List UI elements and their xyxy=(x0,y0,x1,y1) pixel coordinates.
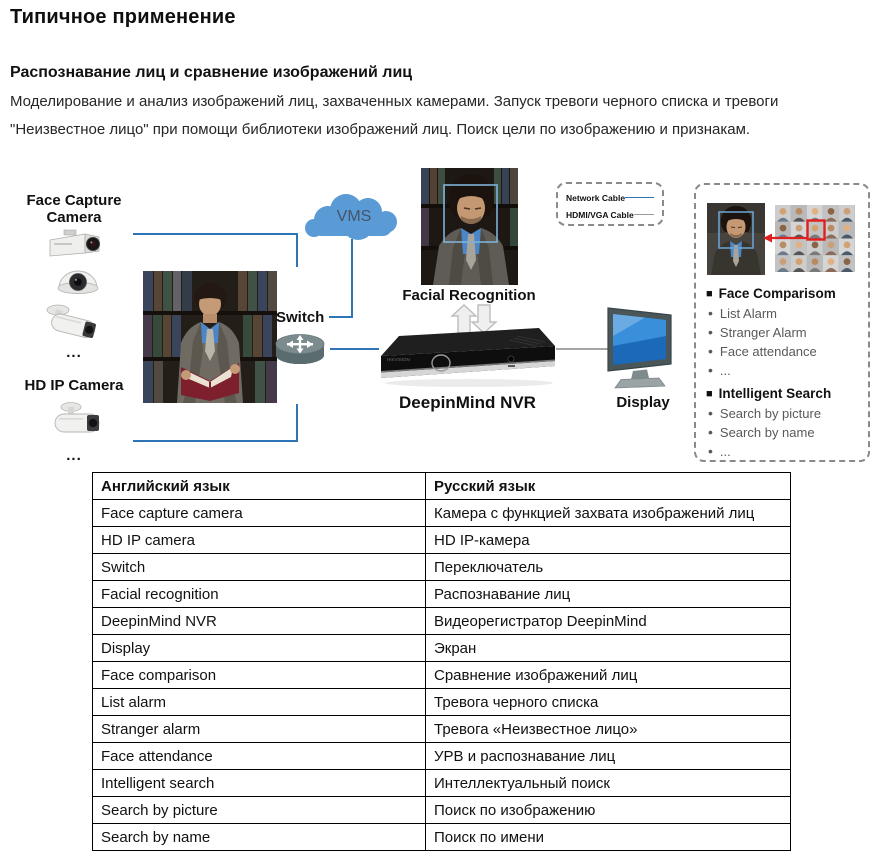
cell-english: Face comparison xyxy=(93,662,426,689)
cell-russian: Видеорегистратор DeepinMind xyxy=(426,608,791,635)
bullet-icon: • xyxy=(708,324,713,340)
panel-list-item xyxy=(706,361,858,380)
cell-english: Stranger alarm xyxy=(93,716,426,743)
match-arrow-icon xyxy=(763,232,808,244)
panel-list-item-text: List Alarm xyxy=(719,306,777,321)
panel-list-item xyxy=(706,442,858,461)
switch-label: Switch xyxy=(276,309,325,326)
switch-icon xyxy=(274,331,326,367)
panel-list-item-text: Face attendance xyxy=(719,344,817,359)
panel-list-item xyxy=(706,404,858,423)
table-row xyxy=(93,500,791,527)
bullet-icon: • xyxy=(708,305,713,321)
network-line-top xyxy=(133,233,298,235)
display-label: Display xyxy=(616,394,670,411)
cell-russian: Экран xyxy=(426,635,791,662)
panel-list-item-text: Search by picture xyxy=(719,406,822,421)
cell-russian: Тревога «Неизвестное лицо» xyxy=(426,716,791,743)
network-cable-line xyxy=(625,197,654,199)
cell-english: Search by name xyxy=(93,824,426,851)
table-row xyxy=(93,581,791,608)
bullet-icon: • xyxy=(708,424,713,440)
cell-russian: HD IP-камера xyxy=(426,527,791,554)
translation-table xyxy=(92,472,791,851)
feature-list xyxy=(706,284,858,461)
network-line-bottom xyxy=(133,440,298,442)
cell-russian: Интеллектуальный поиск xyxy=(426,770,791,797)
hdmi-vga-cable-label: HDMI/VGA Cable xyxy=(566,209,634,220)
face-capture-camera-label-line1: Face Capture xyxy=(26,192,122,209)
panel-list-item-text: Stranger Alarm xyxy=(719,325,807,340)
cell-russian: Сравнение изображений лиц xyxy=(426,662,791,689)
face-capture-camera-label xyxy=(18,192,130,226)
cell-english: DeepinMind NVR xyxy=(93,608,426,635)
table-row xyxy=(93,608,791,635)
display-icon xyxy=(605,306,681,390)
cell-english: Switch xyxy=(93,554,426,581)
square-bullet-icon: ■ xyxy=(706,388,713,400)
cell-english: Facial recognition xyxy=(93,581,426,608)
table-row xyxy=(93,527,791,554)
cell-english: Search by picture xyxy=(93,797,426,824)
hd-ip-camera-icon xyxy=(50,400,110,440)
bullet-icon: • xyxy=(708,405,713,421)
ellipsis-hd-cameras: ... xyxy=(66,447,82,464)
cell-russian: УРВ и распознавание лиц xyxy=(426,743,791,770)
cell-english: Face capture camera xyxy=(93,500,426,527)
panel-face-photo xyxy=(707,203,765,275)
legend-row-network xyxy=(566,189,654,206)
cell-russian: Переключатель xyxy=(426,554,791,581)
cell-russian: Камера с функцией захвата изображений лиц xyxy=(426,500,791,527)
panel-list-item-text: Search by name xyxy=(719,425,815,440)
network-line-bottom-rise xyxy=(296,404,298,442)
cell-english: Face attendance xyxy=(93,743,426,770)
cell-english: HD IP camera xyxy=(93,527,426,554)
switch-vms-line xyxy=(329,316,353,318)
box-camera-icon xyxy=(48,227,106,261)
facial-recognition-label: Facial Recognition xyxy=(402,287,536,304)
hd-ip-camera-label: HD IP Camera xyxy=(24,377,124,394)
captured-person-photo xyxy=(143,271,277,403)
table-row xyxy=(93,797,791,824)
hdmi-vga-cable-line xyxy=(634,214,654,216)
facial-recognition-photo xyxy=(421,168,518,285)
nvr-label: DeepinMind NVR xyxy=(399,393,536,412)
section-heading: Распознавание лиц и сравнение изображений лиц xyxy=(10,64,413,81)
table-row xyxy=(93,554,791,581)
cell-russian: Поиск по имени xyxy=(426,824,791,851)
ellipsis-face-cameras: ... xyxy=(66,344,82,361)
table-row xyxy=(93,635,791,662)
panel-section-title xyxy=(706,384,858,404)
page-title: Типичное применение xyxy=(10,6,236,28)
table-header-row xyxy=(93,473,791,500)
table-row xyxy=(93,662,791,689)
vms-cloud-icon xyxy=(300,188,404,244)
paragraph-line-1: Моделирование и анализ изображений лиц, захваченных камерами. Запуск тревоги черного списка и тревоги xyxy=(10,93,779,110)
table-row xyxy=(93,824,791,851)
panel-list-item xyxy=(706,342,858,361)
dome-camera-icon xyxy=(55,265,101,301)
cable-legend xyxy=(556,182,664,226)
network-line-top-drop xyxy=(296,233,298,267)
cell-english: Intelligent search xyxy=(93,770,426,797)
bullet-icon: • xyxy=(708,362,713,378)
vms-label: VMS xyxy=(336,208,372,225)
header-english: Английский язык xyxy=(93,473,426,500)
paragraph-line-2: "Неизвестное лицо" при помощи библиотеки изображений лиц. Поиск цели по изображению и признакам. xyxy=(10,121,751,138)
square-bullet-icon: ■ xyxy=(706,288,713,300)
panel-section-title-text: Intelligent Search xyxy=(718,386,832,401)
panel-list-item-text: ... xyxy=(719,444,731,459)
panel-list-item-text: ... xyxy=(719,363,731,378)
vms-network-line xyxy=(351,239,353,318)
cell-english: Display xyxy=(93,635,426,662)
cell-russian: Распознавание лиц xyxy=(426,581,791,608)
switch-nvr-line xyxy=(330,348,379,350)
panel-list-item xyxy=(706,304,858,323)
bullet-icon: • xyxy=(708,343,713,359)
panel-list-item xyxy=(706,323,858,342)
table-row xyxy=(93,716,791,743)
nvr-brand-text: HIKVISION xyxy=(387,357,410,362)
cell-russian: Поиск по изображению xyxy=(426,797,791,824)
table-row xyxy=(93,770,791,797)
nvr-device-icon xyxy=(377,320,558,390)
hdmi-vga-line xyxy=(556,348,612,350)
bullet-camera-icon xyxy=(42,301,110,347)
header-russian: Русский язык xyxy=(426,473,791,500)
translation-table-body xyxy=(93,500,791,851)
network-cable-label: Network Cable xyxy=(566,192,626,203)
panel-section-title xyxy=(706,284,858,304)
legend-row-hdmi xyxy=(566,206,654,223)
cell-russian: Тревога черного списка xyxy=(426,689,791,716)
panel-section-title-text: Face Comparisom xyxy=(718,286,836,301)
panel-list-item xyxy=(706,423,858,442)
face-capture-camera-label-line2: Camera xyxy=(46,209,102,226)
bullet-icon: • xyxy=(708,443,713,459)
cell-english: List alarm xyxy=(93,689,426,716)
table-row xyxy=(93,743,791,770)
table-row xyxy=(93,689,791,716)
